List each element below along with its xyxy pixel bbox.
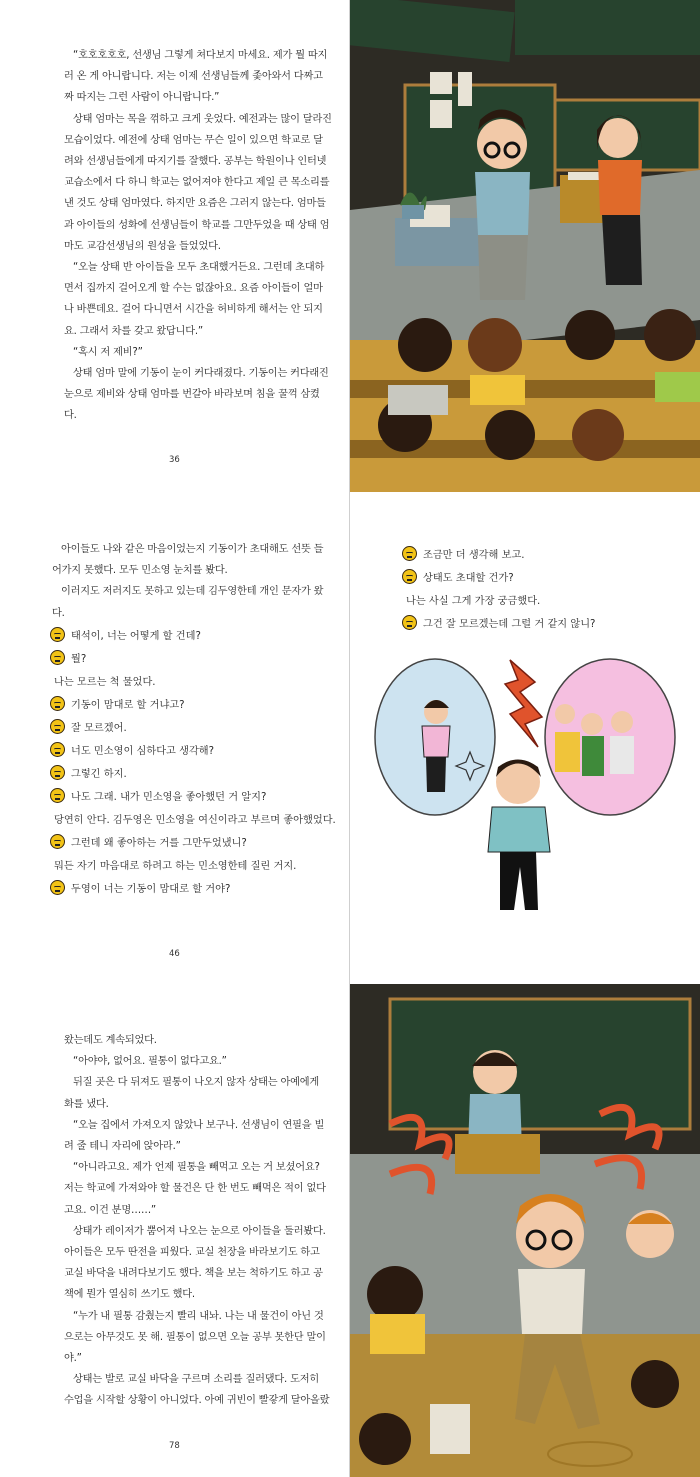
message-text: 그런데 왜 좋아하는 거를 그만두었냈니? <box>71 838 247 849</box>
page-number: 78 <box>169 1441 180 1451</box>
message-line <box>50 646 340 669</box>
speaker-avatar-icon <box>50 765 65 780</box>
paragraph: “혹시 저 제비?” <box>73 346 143 358</box>
message-line <box>50 784 340 807</box>
message-text: 뭘? <box>71 654 87 665</box>
message-text: 태석이, 너는 어떻게 할 건데? <box>71 631 201 642</box>
speaker-avatar-icon <box>50 880 65 895</box>
page-number: 36 <box>169 455 180 465</box>
message-list <box>50 623 340 899</box>
paragraph: 상태 엄마는 목을 꺾하고 크게 웃었다. 예전과는 많이 달라진 모습이었다. 예전에 상태 엄마는 무슨 일이 있으면 학교로 달려와 선생님들에게 따지기를 잘했다. 공부는 학원이나 인터넷 교습소에서 다 하니 학교는 없어져야 한다고 제일 큰 목소리를 낸 것도 상태 엄마였다. 하지만 요즘은 그러지 않는다. 엄마들과 아이들의 성화에 선생님들이 학교를 그만두었을 때 상태 엄마도 교감선생님의 원성을 들었었다. <box>64 113 332 252</box>
page-78-text <box>64 1030 330 1412</box>
speaker-avatar-icon <box>402 546 417 561</box>
narration-line <box>50 669 340 692</box>
page-36-text <box>64 45 332 427</box>
page-46-intro <box>52 539 330 624</box>
paragraph: 아이들도 나와 같은 마음이었는지 기동이가 초대해도 선뜻 들어가지 못했다. 모두 민소영 눈치를 봤다. <box>52 544 324 577</box>
paragraph: 뒤질 곳은 다 뒤져도 필통이 나오지 않자 상태는 아예에게 화를 냈다. <box>64 1077 320 1110</box>
message-line <box>50 623 340 646</box>
paragraph: “오늘 집에서 가져오지 않았나 보구나. 선생님이 연필을 빌려 줄 테니 자리에 앉아라.” <box>64 1119 325 1153</box>
narration-line <box>402 588 692 611</box>
speaker-avatar-icon <box>50 627 65 642</box>
message-text: 너도 민소영이 심하다고 생각해? <box>71 746 215 757</box>
message-text: 두영이 너는 기동이 맘대로 할 거야? <box>71 884 231 895</box>
message-line <box>402 542 692 565</box>
narration-text: 나는 사실 그게 가장 궁금했다. <box>406 596 541 607</box>
speaker-avatar-icon <box>50 834 65 849</box>
paragraph: 상태는 발로 교실 바닥을 구르며 소리를 질러댔다. 도저히 수업을 시작할 상황이 아니었다. 아예 귀빈이 빨갛게 달아올랐 <box>64 1374 330 1407</box>
narration-line <box>50 807 340 830</box>
classroom-illustration <box>350 0 700 492</box>
message-text: 잘 모르겠어. <box>71 723 127 734</box>
spread-page-78 <box>0 984 700 1477</box>
paragraph: 이러지도 저러지도 못하고 있는데 김두영한테 개인 문자가 왔다. <box>52 586 324 619</box>
spine-divider <box>349 0 350 492</box>
speaker-avatar-icon <box>402 569 417 584</box>
message-line <box>50 738 340 761</box>
message-line <box>50 830 340 853</box>
paragraph: 왔는데도 계속되었다. <box>64 1035 157 1046</box>
speaker-avatar-icon <box>50 696 65 711</box>
message-text: 그건 잘 모르겠는데 그럴 거 같지 않니? <box>423 619 596 630</box>
message-line <box>402 565 692 588</box>
spine-divider <box>349 984 350 1477</box>
message-text: 기동이 맘대로 할 거냐고? <box>71 700 185 711</box>
speaker-avatar-icon <box>50 719 65 734</box>
speaker-avatar-icon <box>402 615 417 630</box>
narration-line <box>50 853 340 876</box>
lightning-bolt-icon <box>505 660 542 747</box>
paragraph: 상태가 레이저가 뿜어져 나오는 눈으로 아이들을 둘러봤다. 아이들은 모두 딴전을 피웠다. 교실 천장을 바라보기도 하고 교실 바닥을 내려다보기도 했다. 책을 보는 척하기도 하고 공책에 뭔가 열심히 쓰기도 했다. <box>64 1225 326 1301</box>
paragraph: “호호호호호, 선생님 그렇게 쳐다보지 마세요. 제가 뭘 따지러 온 게 아니랍니다. 저는 이제 선생님들께 좇아와서 다짜고짜 따지는 그런 사람이 아니랍니다.” <box>64 50 328 104</box>
spread-page-46 <box>0 492 700 984</box>
paragraph: “아야야, 없어요. 필통이 없다고요.” <box>73 1056 227 1068</box>
paragraph: “오늘 상태 반 아이들을 모두 초대했거든요. 그런데 초대하면서 집까지 걸어오게 할 수는 없잖아요. 요즘 아이들이 얼마나 바쁜데요. 걸어 다니면서 시간을 허비하게 해서는 안 되지요. 그래서 차를 갖고 왔답니다.” <box>64 262 325 337</box>
paragraph: “누가 내 필통 감췄는지 빨리 내놔. 나는 내 물건이 아닌 것으로는 아무것도 못 해. 필통이 없으면 오늘 공부 못한단 말이야.” <box>64 1310 326 1365</box>
narration-text: 당연히 안다. 김두영은 민소영을 여신이라고 부르며 좋아했었다. <box>54 815 336 826</box>
boy-thinking-illustration <box>360 652 700 922</box>
angry-boy-classroom-illustration <box>350 984 700 1477</box>
speaker-avatar-icon <box>50 742 65 757</box>
message-line <box>50 692 340 715</box>
paragraph: 상태 엄마 말에 기동이 눈이 커다래졌다. 기동이는 커다래진 눈으로 제비와 상태 엄마를 번갈아 바라보며 침을 꿀꺽 삼켰다. <box>64 368 329 422</box>
message-line <box>50 715 340 738</box>
spine-divider <box>349 492 350 984</box>
speaker-avatar-icon <box>50 650 65 665</box>
message-line <box>50 761 340 784</box>
paragraph: “아니라고요. 제가 언제 필통을 빼먹고 오는 거 보셨어요? 저는 학교에 가져와야 할 물건은 단 한 번도 빼먹은 적이 없다고요. 이건 분명……” <box>64 1162 326 1216</box>
speaker-avatar-icon <box>50 788 65 803</box>
message-list-right <box>402 542 692 634</box>
page-number: 46 <box>169 949 180 959</box>
spread-page-36 <box>0 0 700 492</box>
message-text: 나도 그래. 내가 민소영을 좋아했던 거 알지? <box>71 792 267 803</box>
message-text: 그렇긴 하지. <box>71 769 127 780</box>
message-text: 조금만 더 생각해 보고. <box>423 550 525 561</box>
narration-text: 뭐든 자기 마음대로 하려고 하는 민소영한테 질린 거지. <box>54 861 297 872</box>
message-line <box>402 611 692 634</box>
message-text: 상태도 초대할 건가? <box>423 573 514 584</box>
message-line <box>50 876 340 899</box>
narration-text: 나는 모르는 척 물었다. <box>54 677 156 688</box>
